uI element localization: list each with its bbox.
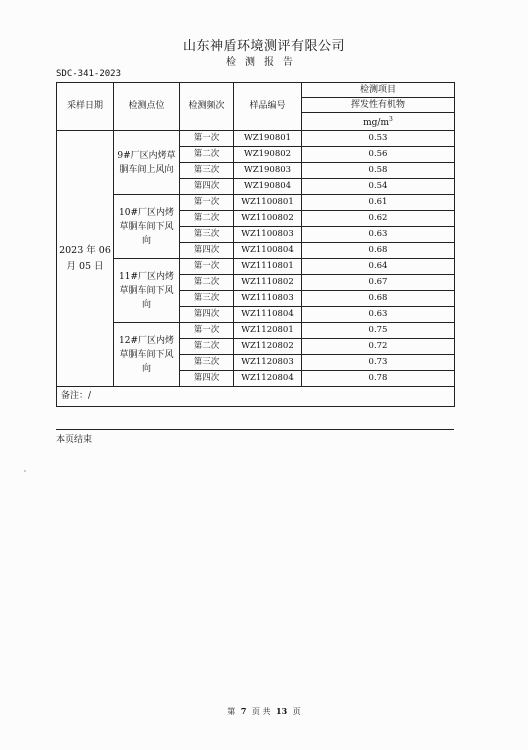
unit-exponent: 3 [389, 116, 393, 123]
voc-value-cell: 0.62 [302, 211, 455, 227]
results-table [56, 82, 455, 407]
voc-value-cell: 0.67 [302, 275, 455, 291]
voc-value-cell: 0.75 [302, 323, 455, 339]
sample-number-cell: WZ190804 [234, 179, 302, 195]
voc-value-cell: 0.68 [302, 291, 455, 307]
scan-speck [24, 470, 26, 472]
frequency-cell: 第二次 [180, 275, 234, 291]
footer-page-number: 7 [240, 706, 247, 716]
sample-number-cell: WZ1110801 [234, 259, 302, 275]
sample-number-cell: WZ1120801 [234, 323, 302, 339]
sample-number-cell: WZ1110802 [234, 275, 302, 291]
frequency-cell: 第一次 [180, 323, 234, 339]
sample-number-cell: WZ190802 [234, 147, 302, 163]
voc-value-cell: 0.63 [302, 307, 455, 323]
table-body [57, 131, 455, 407]
end-divider [56, 429, 454, 430]
sample-number-cell: WZ1100803 [234, 227, 302, 243]
header-unit [302, 113, 455, 131]
frequency-cell: 第三次 [180, 355, 234, 371]
header-sample-no: 样品编号 [234, 83, 302, 131]
company-name: 山东神盾环境测评有限公司 [182, 39, 345, 54]
sample-number-cell: WZ1100802 [234, 211, 302, 227]
voc-value-cell: 0.63 [302, 227, 455, 243]
frequency-cell: 第四次 [180, 179, 234, 195]
footer-suffix: 页 [292, 707, 301, 716]
voc-value-cell: 0.64 [302, 259, 455, 275]
monitoring-point-cell: 10#厂区内烤草胴车间下风向 [114, 195, 180, 259]
frequency-cell: 第二次 [180, 339, 234, 355]
sample-number-cell: WZ1100801 [234, 195, 302, 211]
remark-cell: 备注：/ [57, 387, 455, 407]
table-row [57, 195, 455, 211]
frequency-cell: 第四次 [180, 371, 234, 387]
sample-number-cell: WZ1100804 [234, 243, 302, 259]
voc-value-cell: 0.61 [302, 195, 455, 211]
voc-value-cell: 0.54 [302, 179, 455, 195]
header-frequency: 检测频次 [180, 83, 234, 131]
frequency-cell: 第三次 [180, 291, 234, 307]
monitoring-point-cell: 11#厂区内烤草胴车间下风向 [114, 259, 180, 323]
sample-number-cell: WZ190803 [234, 163, 302, 179]
voc-value-cell: 0.72 [302, 339, 455, 355]
header-point: 检测点位 [114, 83, 180, 131]
sample-number-cell: WZ1110803 [234, 291, 302, 307]
unit-base: mg/m [363, 118, 390, 128]
frequency-cell: 第四次 [180, 243, 234, 259]
frequency-cell: 第二次 [180, 211, 234, 227]
voc-value-cell: 0.53 [302, 131, 455, 147]
frequency-cell: 第三次 [180, 227, 234, 243]
frequency-cell: 第一次 [180, 259, 234, 275]
table-row [57, 131, 455, 147]
frequency-cell: 第一次 [180, 131, 234, 147]
frequency-cell: 第三次 [180, 163, 234, 179]
monitoring-point-cell: 12#厂区内烤草胴车间下风向 [114, 323, 180, 387]
voc-value-cell: 0.58 [302, 163, 455, 179]
frequency-cell: 第二次 [180, 147, 234, 163]
table-row [57, 323, 455, 339]
sample-number-cell: WZ1120803 [234, 355, 302, 371]
footer-prefix: 第 [227, 707, 236, 716]
header-item: 挥发性有机物 [302, 98, 455, 113]
report-subtitle: 检测报告 [226, 57, 302, 68]
table-row [57, 259, 455, 275]
sampling-date-cell: 2023 年 06 月 05 日 [57, 131, 114, 387]
frequency-cell: 第一次 [180, 195, 234, 211]
end-of-page-text: 本页结束 [56, 435, 93, 445]
footer-mid: 页 共 [251, 707, 271, 716]
voc-value-cell: 0.78 [302, 371, 455, 387]
footer-total-pages: 13 [276, 706, 288, 716]
header-item-group: 检测项目 [302, 83, 455, 98]
header-date: 采样日期 [57, 83, 114, 131]
sample-number-cell: WZ190801 [234, 131, 302, 147]
voc-value-cell: 0.56 [302, 147, 455, 163]
sample-number-cell: WZ1120804 [234, 371, 302, 387]
voc-value-cell: 0.68 [302, 243, 455, 259]
page-footer [0, 706, 528, 717]
monitoring-point-cell: 9#厂区内烤草胴车间上风向 [114, 131, 180, 195]
remark-row [57, 387, 455, 407]
voc-value-cell: 0.73 [302, 355, 455, 371]
document-number: SDC-341-2023 [56, 69, 122, 79]
sample-number-cell: WZ1120802 [234, 339, 302, 355]
frequency-cell: 第四次 [180, 307, 234, 323]
sample-number-cell: WZ1110804 [234, 307, 302, 323]
